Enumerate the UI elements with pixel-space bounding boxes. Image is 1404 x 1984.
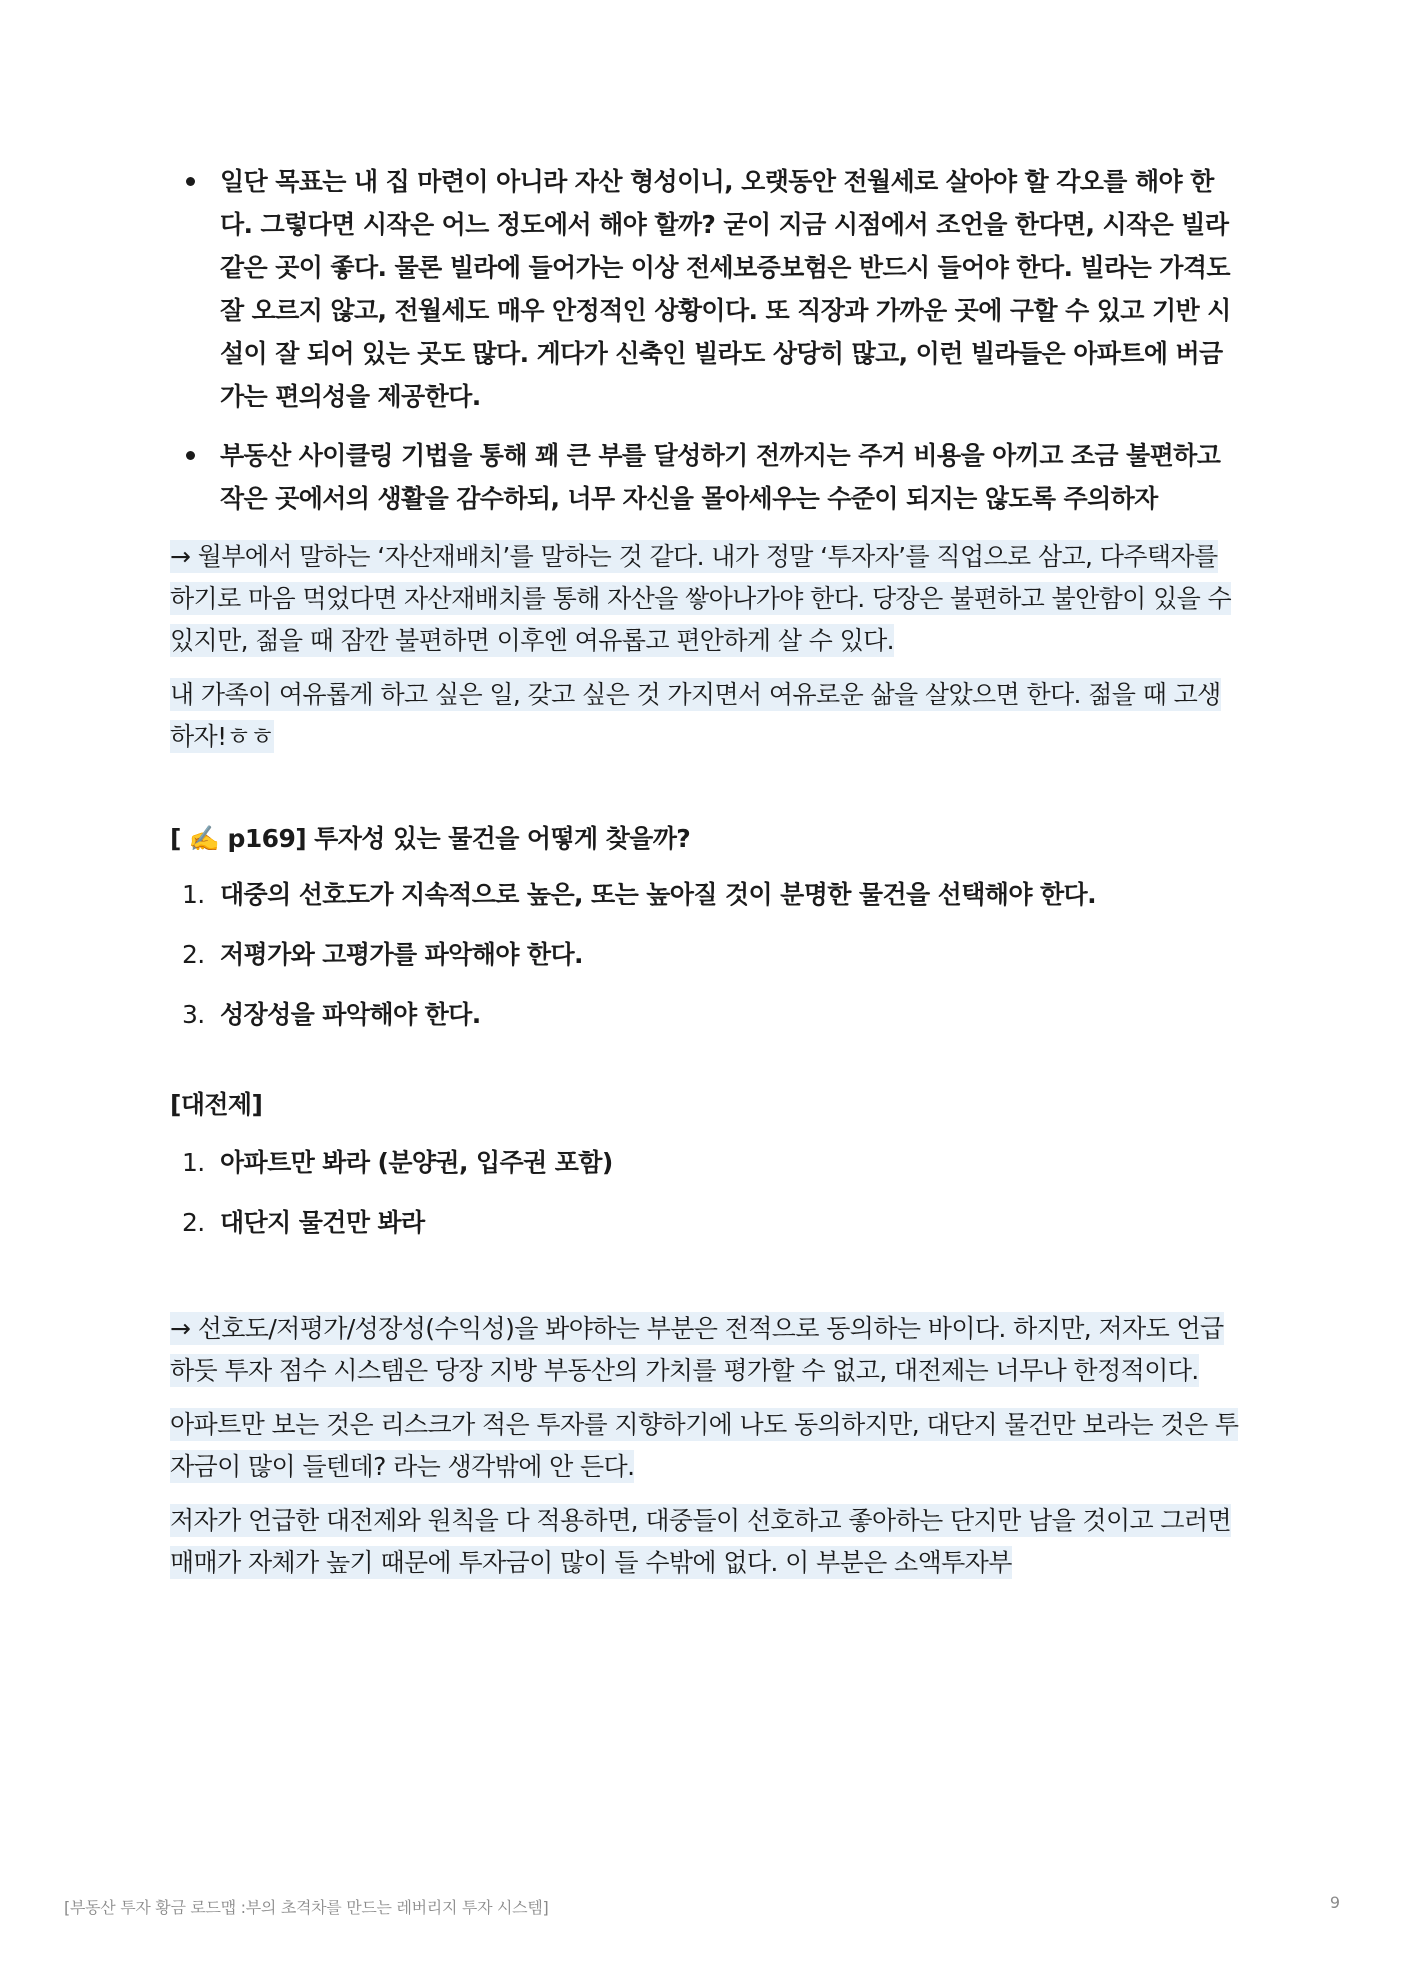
section-heading: [대전제] xyxy=(170,1090,263,1119)
highlighted-paragraph: 아파트만 보는 것은 리스크가 적은 투자를 지향하기에 나도 동의하지만, 대단지 물건만 보라는 것은 투자금이 많이 들텐데? 라는 생각밖에 안 든다. xyxy=(170,1410,1239,1481)
bullet-dot-icon xyxy=(186,177,195,186)
section-premise xyxy=(170,1084,1240,1244)
footer-page-number: 9 xyxy=(1329,1893,1340,1912)
page-content xyxy=(170,160,1240,1596)
footer-book-title: [부동산 투자 황금 로드맵 :부의 초격차를 만드는 레버리지 투자 시스템] xyxy=(64,1898,549,1917)
highlighted-paragraph: 내 가족이 여유롭게 하고 싶은 일, 갖고 싶은 것 가지면서 여유로운 삶을 살았으면 한다. 젊을 때 고생하자!ㅎㅎ xyxy=(170,680,1221,751)
bullet-text: 부동산 사이클링 기법을 통해 꽤 큰 부를 달성하기 전까지는 주거 비용을 아끼고 조금 불편하고 작은 곳에서의 생활을 감수하되, 너무 자신을 몰아세우는 수준이 되지는 않도록 주의하자 xyxy=(220,441,1221,513)
highlighted-paragraph: → 월부에서 말하는 ‘자산재배치’를 말하는 것 같다. 내가 정말 ‘투자자’를 직업으로 삼고, 다주택자를 하기로 마음 먹었다면 자산재배치를 통해 자산을 쌓아나가야 한다. 당장은 불편하고 불안함이 있을 수 있지만, 젊을 때 잠깐 불편하면 이후엔 여유롭고 편안하게 살 수 있다. xyxy=(170,542,1232,655)
list-item: 3. 성장성을 파악해야 한다. xyxy=(182,1000,481,1029)
comment-block-2 xyxy=(170,1308,1240,1584)
section-heading: [ ✍️ p169] 투자성 있는 물건을 어떻게 찾을까? xyxy=(170,824,691,853)
numbered-list xyxy=(170,1142,1240,1244)
bullet-item xyxy=(170,160,1240,418)
list-item: 2. 대단지 물건만 봐라 xyxy=(182,1208,425,1237)
highlighted-paragraph: → 선호도/저평가/성장성(수익성)을 봐야하는 부분은 전적으로 동의하는 바이다. 하지만, 저자도 언급하듯 투자 점수 시스템은 당장 지방 부동산의 가치를 평가할 수 없고, 대전제는 너무나 한정적이다. xyxy=(170,1314,1224,1385)
comment-block-1 xyxy=(170,536,1240,758)
list-item: 2. 저평가와 고평가를 파악해야 한다. xyxy=(182,940,583,969)
bullet-list xyxy=(170,160,1240,520)
section-investment-criteria xyxy=(170,818,1240,1036)
bullet-dot-icon xyxy=(186,451,195,460)
bullet-item xyxy=(170,434,1240,520)
list-item: 1. 대중의 선호도가 지속적으로 높은, 또는 높아질 것이 분명한 물건을 선택해야 한다. xyxy=(182,880,1096,909)
bullet-text: 일단 목표는 내 집 마련이 아니라 자산 형성이니, 오랫동안 전월세로 살아야 할 각오를 해야 한다. 그렇다면 시작은 어느 정도에서 해야 할까? 굳이 지금 시점에서 조언을 한다면, 시작은 빌라 같은 곳이 좋다. 물론 빌라에 들어가는 이상 전세보증보험은 반드시 들어야 한다. 빌라는 가격도 잘 오르지 않고, 전월세도 매우 안정적인 상황이다. 또 직장과 가까운 곳에 구할 수 있고 기반 시설이 잘 되어 있는 곳도 많다. 게다가 신축인 빌라도 상당히 많고, 이런 빌라들은 아파트에 버금가는 편의성을 제공한다. xyxy=(220,167,1231,411)
numbered-list xyxy=(170,874,1240,1036)
list-item: 1. 아파트만 봐라 (분양권, 입주권 포함) xyxy=(182,1148,613,1177)
highlighted-paragraph: 저자가 언급한 대전제와 원칙을 다 적용하면, 대중들이 선호하고 좋아하는 단지만 남을 것이고 그러면 매매가 자체가 높기 때문에 투자금이 많이 들 수밖에 없다. 이 부분은 소액투자부 xyxy=(170,1506,1232,1577)
